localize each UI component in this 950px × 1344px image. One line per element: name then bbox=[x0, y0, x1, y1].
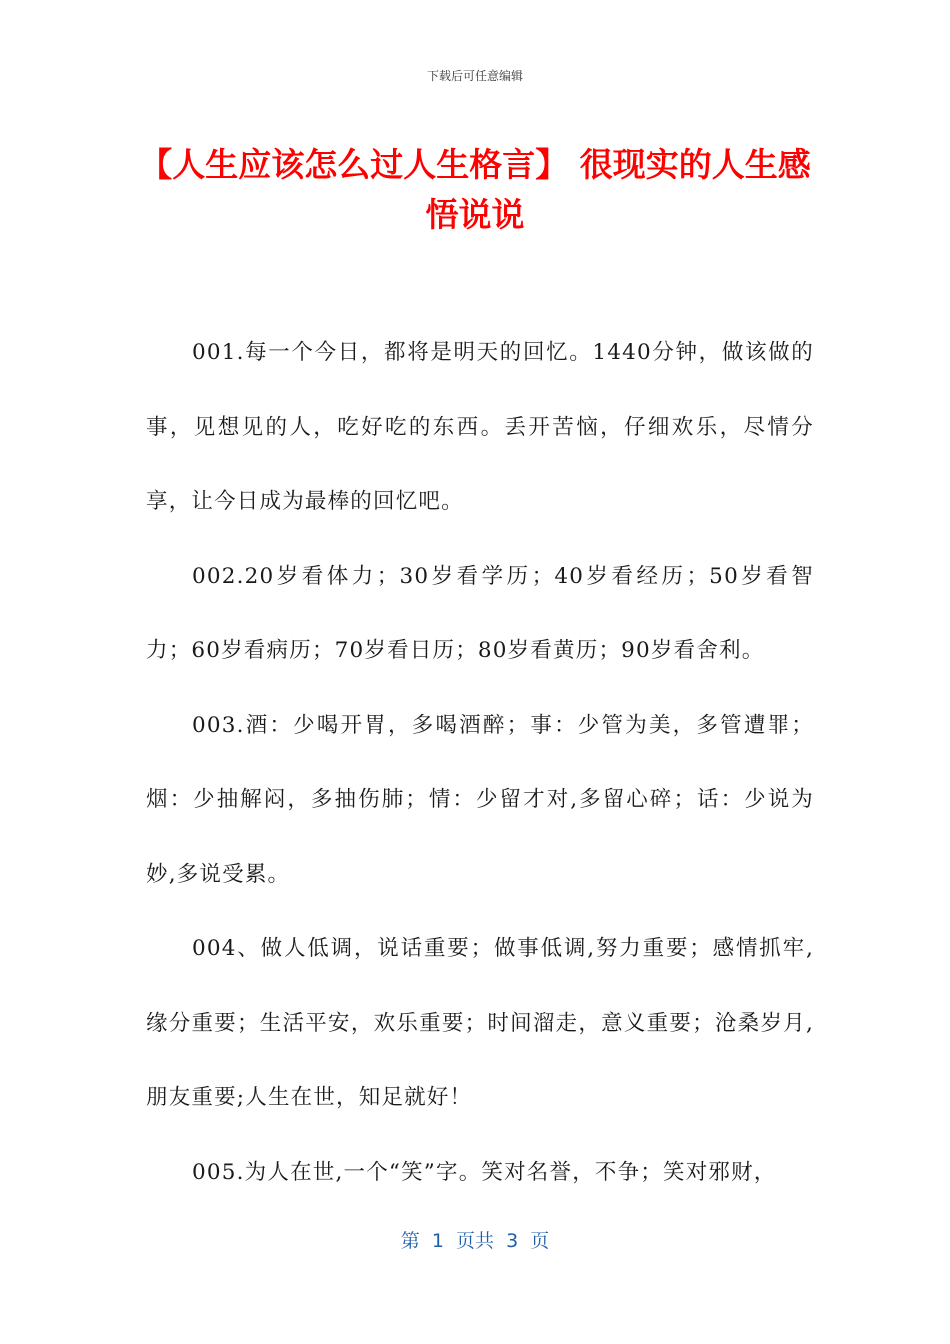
paragraph-004: 004、做人低调，说话重要；做事低调,努力重要；感情抓牢,缘分重要；生活平安，欢乐重要；时间溜走，意义重要；沧桑岁月,朋友重要;人生在世，知足就好！ bbox=[146, 936, 814, 1110]
document-body bbox=[146, 316, 814, 1210]
paragraph-002: 002.20岁看体力；30岁看学历；40岁看经历；50岁看智力；60岁看病历；70岁看日历；80岁看黄历；90岁看舍利。 bbox=[146, 563, 814, 663]
page-footer: 第 1 页共 3 页 bbox=[400, 1230, 550, 1252]
paragraph-003: 003.酒：少喝开胃，多喝酒醉；事：少管为美，多管遭罪；烟：少抽解闷，多抽伤肺；情：少留才对,多留心碎；话：少说为妙,多说受累。 bbox=[146, 712, 814, 887]
header-note: 下载后可任意编辑 bbox=[426, 69, 523, 83]
document-title: 【人生应该怎么过人生格言】 很现实的人生感悟说说 bbox=[139, 145, 811, 234]
paragraph-001: 001.每一个今日，都将是明天的回忆。1440分钟，做该做的事，见想见的人，吃好吃的东西。丢开苦恼，仔细欢乐，尽情分享，让今日成为最棒的回忆吧。 bbox=[146, 340, 814, 514]
paragraph-005: 005.为人在世,一个“笑”字。笑对名誉，不争；笑对邪财， bbox=[192, 1159, 777, 1185]
